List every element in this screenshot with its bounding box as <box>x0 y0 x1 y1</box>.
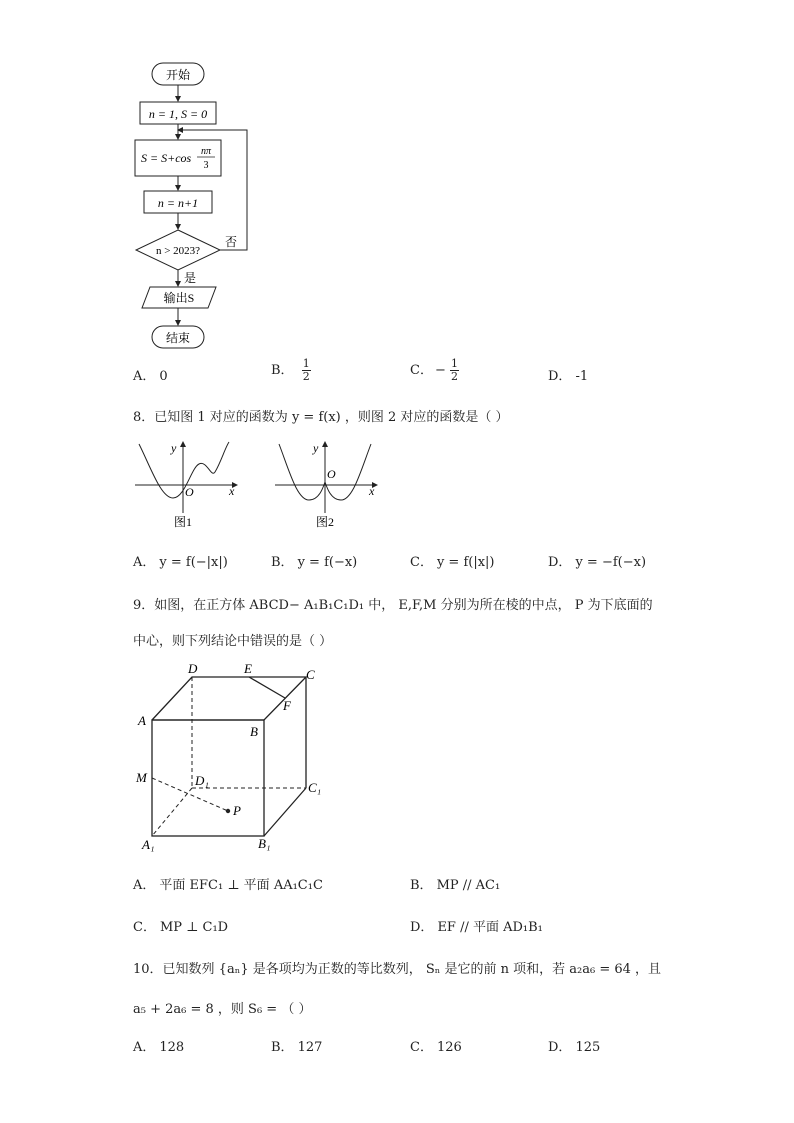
cube-label-F: F <box>283 698 291 713</box>
fig1-o-label: O <box>185 485 194 499</box>
q7-c-fraction: $\frac{1}{2}$ <box>451 357 458 383</box>
fig2-x-label: x <box>369 484 375 498</box>
cube-label-C: C <box>306 667 315 682</box>
q8-figure-1 <box>133 438 243 533</box>
q8-option-b: B． y = f(−x) <box>271 555 358 570</box>
q9-stem-line2: 中心，则下列结论中错误的是（ ） <box>133 634 333 649</box>
q8-option-a: A． y = f(−|x|) <box>133 555 228 570</box>
q7-option-c: C． − $\frac{1}{2}$ <box>410 357 458 383</box>
flow-end-text: 结束 <box>165 331 191 345</box>
cube-label-E: E <box>244 661 252 676</box>
q8-stem: 8．已知图 1 对应的函数为 y = f(x) ，则图 2 对应的函数是（ ） <box>133 410 509 425</box>
flow-update-pre: S = S+cos <box>141 151 192 165</box>
cube-label-C1: C₁ <box>308 780 322 795</box>
q10-stem-line1: 10．已知数列 {aₙ} 是各项均为正数的等比数列， Sₙ 是它的前 n 项和，若 a₂a₆ = 64 ，且 <box>133 962 662 977</box>
q8-figure-2 <box>273 438 383 533</box>
flow-update-den: 3 <box>203 160 209 171</box>
fig1-caption: 图1 <box>173 515 193 529</box>
fig2-y-label: y <box>313 441 319 455</box>
q7-b-fraction: $\frac{1}{2}$ <box>302 357 310 383</box>
cube-label-M: M <box>136 770 147 785</box>
q9-option-c: C． MP ⊥ C₁D <box>133 920 229 935</box>
cube-label-B: B <box>250 724 258 739</box>
fig2-caption: 图2 <box>315 515 335 529</box>
fig1-y-label: y <box>171 441 177 455</box>
flow-output-text: 输出S <box>163 291 195 305</box>
q10-option-b: B． 127 <box>271 1040 323 1055</box>
q10-option-d: D． 125 <box>548 1040 601 1055</box>
cube-label-D1: D₁ <box>195 773 209 788</box>
q9-option-a: A． 平面 EFC₁ ⊥ 平面 AA₁C₁C <box>133 878 323 893</box>
q7-option-d: D． -1 <box>548 369 589 384</box>
flow-start-text: 开始 <box>165 68 191 82</box>
flow-increment-text: n = n+1 <box>157 196 199 210</box>
q7-option-b: B． $\frac{1}{2}$ <box>271 357 310 383</box>
q9-option-d: D． EF // 平面 AD₁B₁ <box>410 920 543 935</box>
cube-label-A: A <box>138 713 146 728</box>
q10-stem-line2: a₅ + 2a₆ = 8 ，则 S₆ = （ ） <box>133 1002 312 1017</box>
q9-stem-line1: 9．如图，在正方体 ABCD− A₁B₁C₁D₁ 中， E,F,M 分别为所在棱的中点， P 为下底面的 <box>133 598 653 613</box>
q8-option-c: C． y = f(|x|) <box>410 555 495 570</box>
q9-option-b: B． MP // AC₁ <box>410 878 501 893</box>
q10-option-c: C． 126 <box>410 1040 462 1055</box>
q7-option-a: A． 0 <box>133 369 168 384</box>
flow-update-num: nπ <box>200 146 212 157</box>
cube-label-A1: A₁ <box>142 837 155 852</box>
fig1-x-label: x <box>229 484 235 498</box>
flow-condition-text: n > 2023? <box>155 245 201 257</box>
q9-cube-figure <box>130 658 330 858</box>
q10-option-a: A． 128 <box>133 1040 185 1055</box>
cube-label-P: P <box>233 803 241 818</box>
cube-label-D: D <box>188 661 198 676</box>
cube-label-B1: B₁ <box>258 836 271 851</box>
flowchart <box>120 55 270 355</box>
q8-option-d: D． y = −f(−x) <box>548 555 647 570</box>
flow-yes-label: 是 <box>184 271 197 285</box>
flow-init-text: n = 1, S = 0 <box>148 107 208 121</box>
flow-no-label: 否 <box>225 235 238 249</box>
fig2-o-label: O <box>327 467 336 481</box>
